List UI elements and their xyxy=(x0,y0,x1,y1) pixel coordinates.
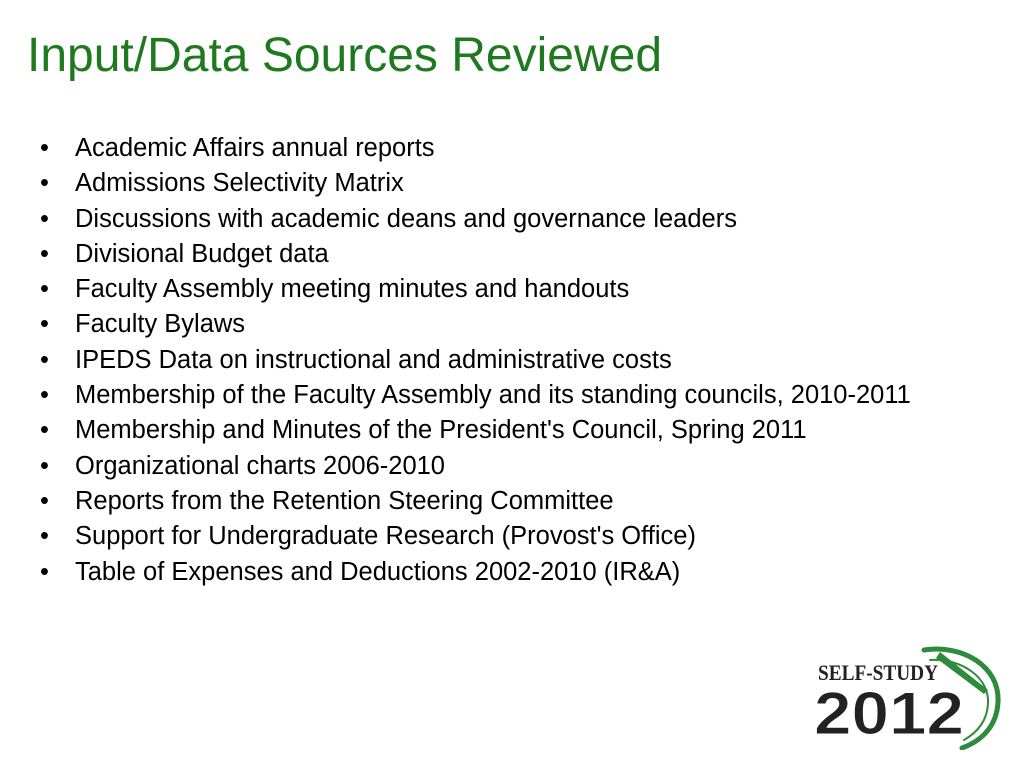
bullet-icon: • xyxy=(40,416,49,445)
list-item xyxy=(40,131,970,166)
list-item xyxy=(40,484,970,519)
list-item xyxy=(40,166,970,201)
bullet-icon: • xyxy=(40,169,49,198)
bullet-icon: • xyxy=(40,239,49,268)
list-item xyxy=(40,519,970,554)
list-item-text: Support for Undergraduate Research (Provost's Office) xyxy=(75,522,696,551)
bullet-icon: • xyxy=(40,486,49,515)
list-item xyxy=(40,307,970,342)
list-item-text: IPEDS Data on instructional and administrative costs xyxy=(75,345,672,374)
list-item-text: Discussions with academic deans and governance leaders xyxy=(75,204,737,233)
bullet-icon: • xyxy=(40,557,49,586)
list-item-text: Academic Affairs annual reports xyxy=(75,134,435,162)
list-item xyxy=(40,237,970,272)
list-item xyxy=(40,343,970,378)
logo-line2: 2012 xyxy=(814,680,964,747)
bullet-icon: • xyxy=(40,134,49,162)
bullet-icon: • xyxy=(40,204,49,233)
list-item-text: Divisional Budget data xyxy=(75,239,329,268)
list-item-text: Membership of the Faculty Assembly and its standing councils, 2010-2011 xyxy=(75,381,911,410)
list-item-text: Membership and Minutes of the President's Council, Spring 2011 xyxy=(75,416,807,445)
list-item-text: Admissions Selectivity Matrix xyxy=(75,169,404,198)
list-item-text: Organizational charts 2006-2010 xyxy=(75,451,445,480)
list-item xyxy=(40,378,970,413)
list-item-text: Faculty Bylaws xyxy=(75,310,246,339)
list-item xyxy=(40,202,970,237)
bullet-icon: • xyxy=(40,451,49,480)
logo-line1: SELF-STUDY xyxy=(818,660,939,685)
list-item xyxy=(40,449,970,484)
bullet-icon: • xyxy=(40,275,49,304)
bullet-list xyxy=(40,131,970,590)
bullet-icon: • xyxy=(40,381,49,410)
bullet-icon: • xyxy=(40,310,49,339)
self-study-2012-logo xyxy=(812,644,1004,750)
list-item-text: Faculty Assembly meeting minutes and handouts xyxy=(75,275,630,304)
bullet-icon: • xyxy=(40,345,49,374)
bullet-icon: • xyxy=(40,522,49,551)
list-item-text: Table of Expenses and Deductions 2002-2010 (IR&A) xyxy=(75,557,681,586)
list-item xyxy=(40,555,970,590)
list-item xyxy=(40,272,970,307)
list-item xyxy=(40,413,970,448)
list-item-text: Reports from the Retention Steering Committee xyxy=(75,486,614,515)
slide-title: Input/Data Sources Reviewed xyxy=(27,29,663,82)
